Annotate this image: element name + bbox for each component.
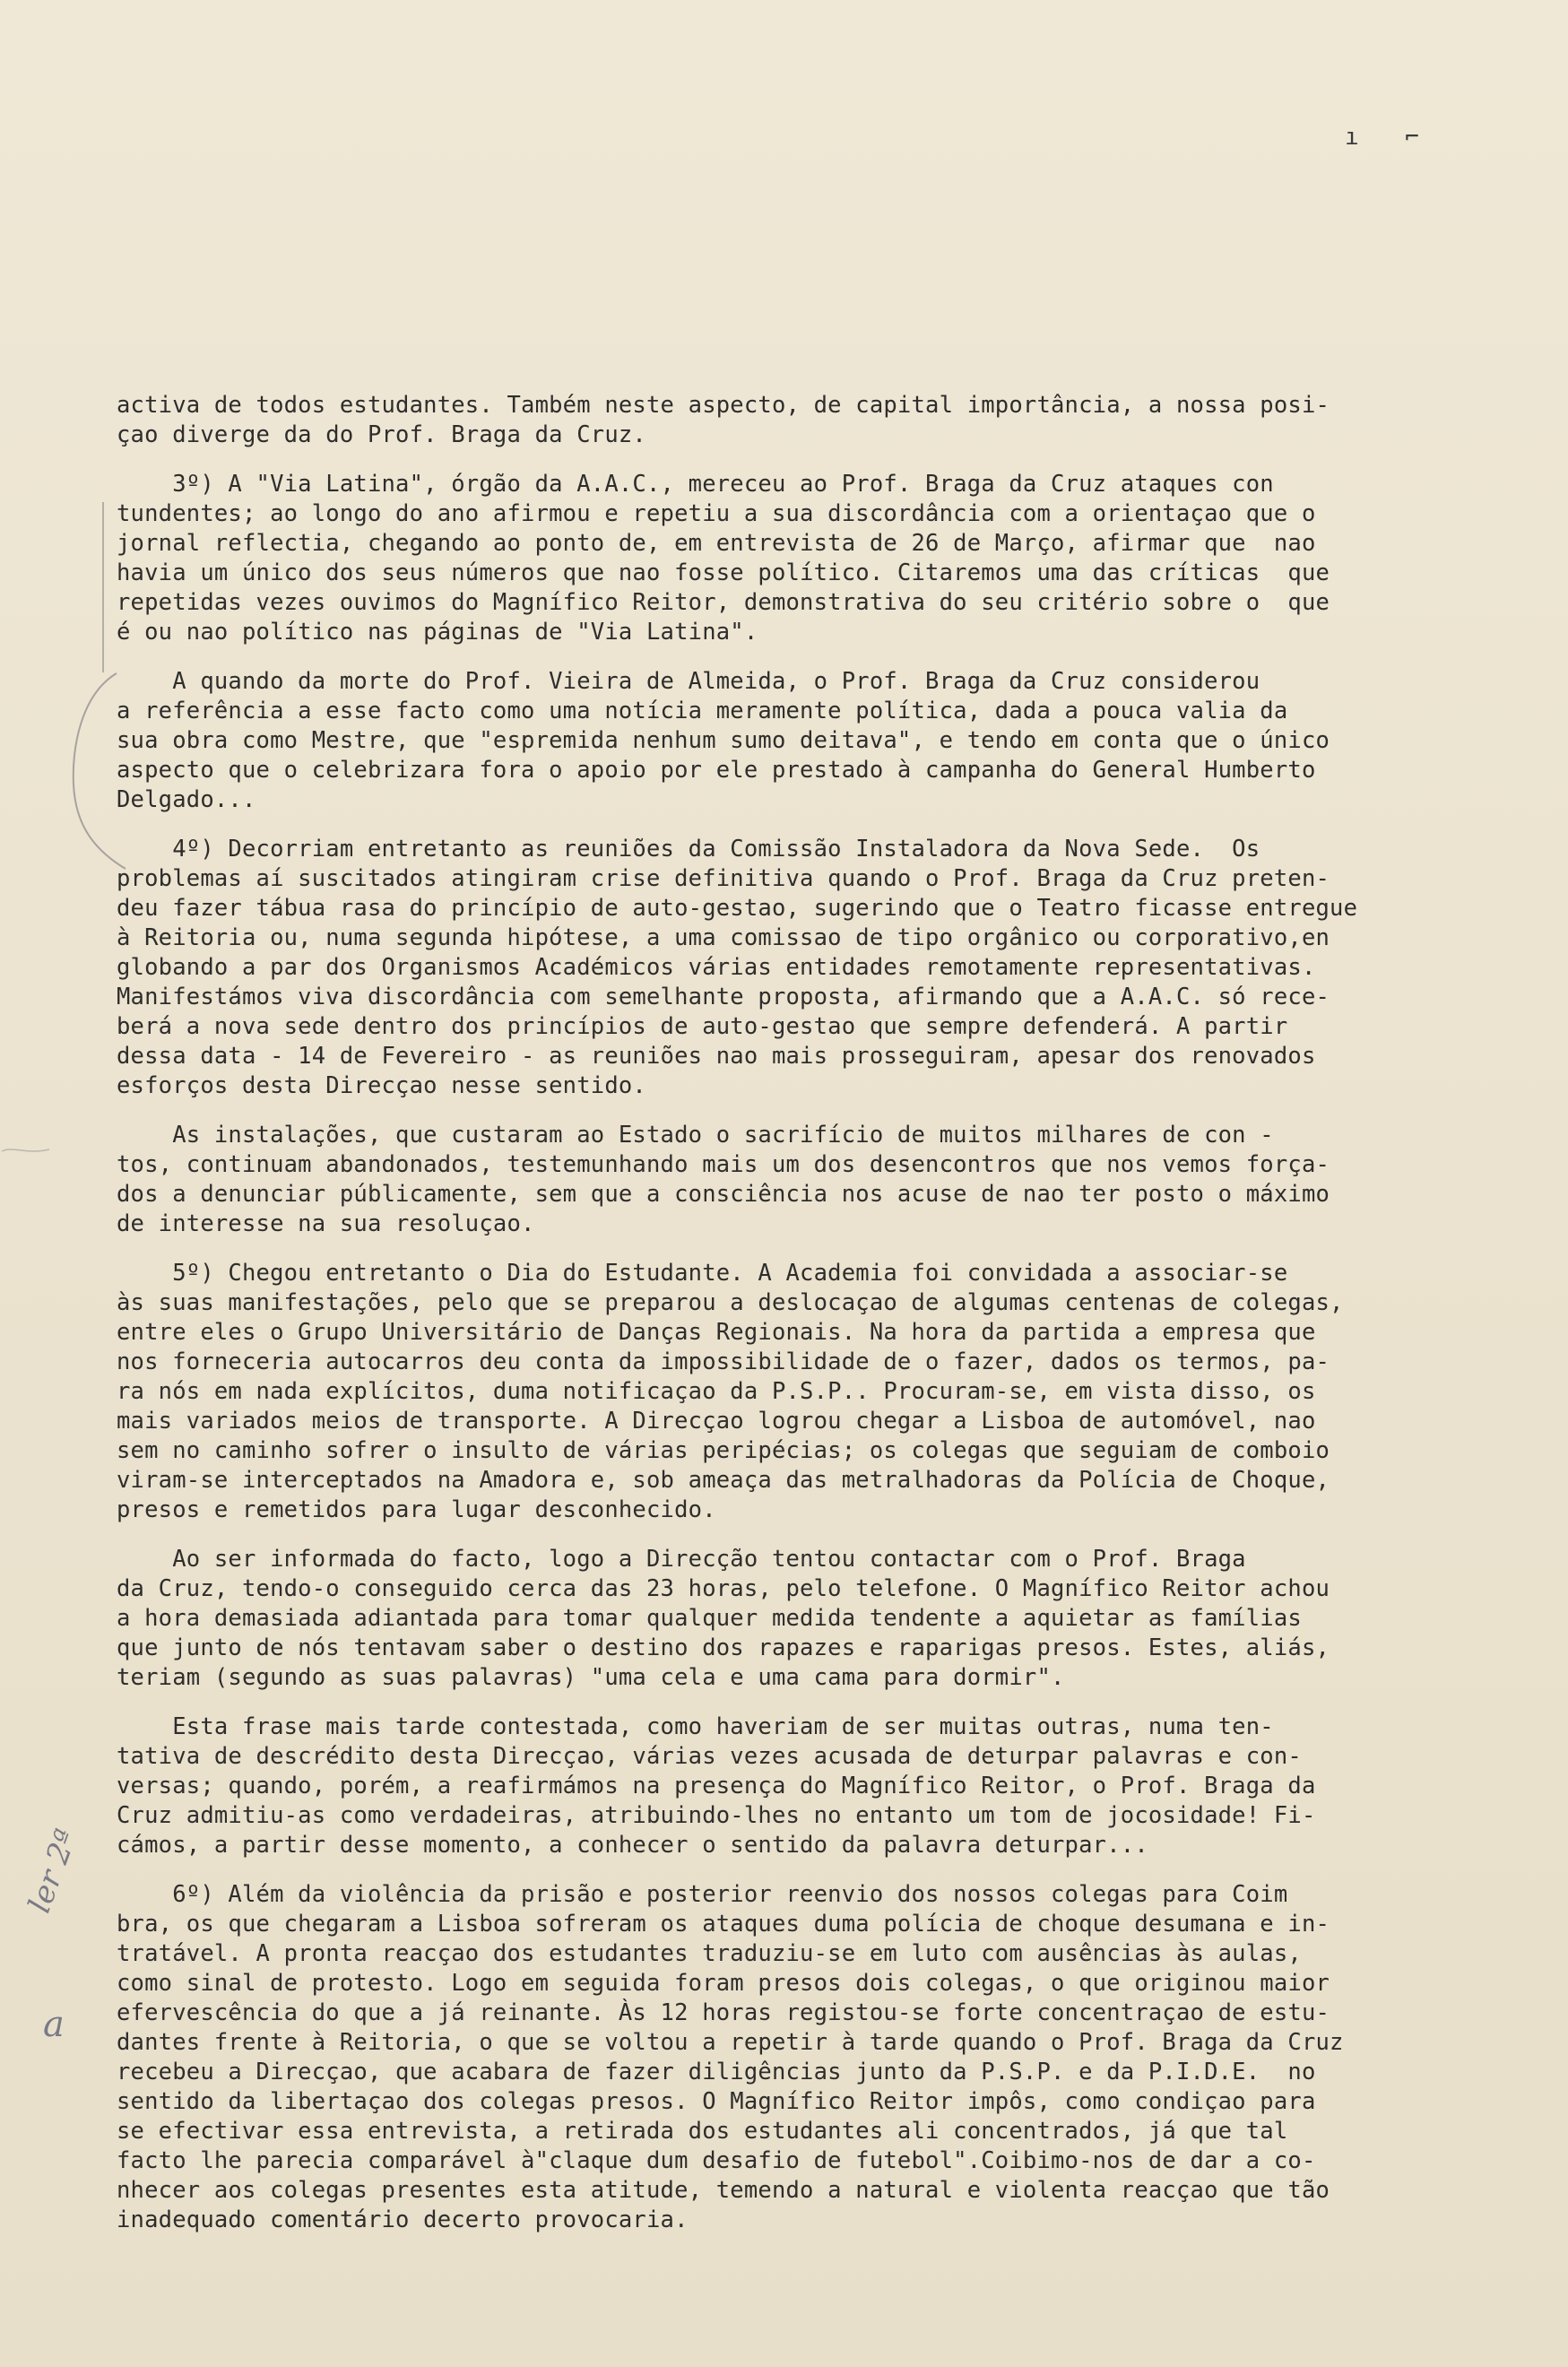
- text-line: 5º) Chegou entretanto o Dia do Estudante. A Academia foi convidada a associar-se: [117, 1260, 1288, 1287]
- text-line: Ao ser informada do facto, logo a Direcção tentou contactar com o Prof. Braga: [117, 1546, 1246, 1573]
- text-line: tratável. A pronta reacçao dos estudantes traduziu-se em luto com ausências às aulas,: [117, 1940, 1302, 1967]
- paragraph-3b: [117, 667, 1372, 815]
- text-line: tundentes; ao longo do ano afirmou e repetiu a sua discordância com a orientaçao que o: [117, 500, 1316, 527]
- text-line: berá a nova sede dentro dos princípios de auto-gestao que sempre defenderá. A partir: [117, 1013, 1288, 1040]
- text-line: globando a par dos Organismos Académicos várias entidades remotamente representativas.: [117, 954, 1316, 981]
- text-line: nhecer aos colegas presentes esta atitude, temendo a natural e violenta reacçao que tão: [117, 2177, 1330, 2204]
- text-line: dos a denunciar públicamente, sem que a consciência nos acuse de nao ter posto o máximo: [117, 1181, 1330, 1208]
- text-line: A quando da morte do Prof. Vieira de Almeida, o Prof. Braga da Cruz considerou: [117, 668, 1260, 695]
- margin-pen-mark: [0, 1139, 54, 1166]
- text-line: aspecto que o celebrizara fora o apoio por ele prestado à campanha do General Humberto: [117, 757, 1316, 784]
- text-line: çao diverge da do Prof. Braga da Cruz.: [117, 421, 646, 448]
- text-line: As instalações, que custaram ao Estado o sacrifício de muitos milhares de con -: [117, 1122, 1274, 1149]
- text-line: deu fazer tábua rasa do princípio de auto-gestao, sugerindo que o Teatro ficasse entregue: [117, 895, 1358, 922]
- text-line: dessa data - 14 de Fevereiro - as reuniões nao mais prosseguiram, apesar dos renovados: [117, 1043, 1316, 1070]
- text-line: activa de todos estudantes. Também neste aspecto, de capital importância, a nossa posi-: [117, 392, 1330, 419]
- text-line: facto lhe parecia comparável à"claque dum desafio de futebol".Coibimo-nos de dar a co-: [117, 2147, 1316, 2174]
- text-line: viram-se interceptados na Amadora e, sob ameaça das metralhadoras da Polícia de Choque,: [117, 1467, 1330, 1494]
- text-line: tos, continuam abandonados, testemunhando mais um dos desencontros que nos vemos força-: [117, 1151, 1330, 1178]
- paragraph-4b: [117, 1121, 1372, 1239]
- text-line: 3º) A "Via Latina", órgão da A.A.C., mereceu ao Prof. Braga da Cruz ataques con: [117, 471, 1274, 498]
- text-line: cámos, a partir desse momento, a conhecer o sentido da palavra deturpar...: [117, 1832, 1148, 1859]
- text-line: sem no caminho sofrer o insulto de várias peripécias; os colegas que seguiam de comboio: [117, 1437, 1330, 1464]
- text-line: sentido da libertaçao dos colegas presos. O Magnífico Reitor impôs, como condiçao para: [117, 2088, 1316, 2115]
- text-line: efervescência do que a já reinante. Às 12 horas registou-se forte concentraçao de estu-: [117, 1999, 1330, 2026]
- text-line: inadequado comentário decerto provocaria.: [117, 2207, 689, 2233]
- paragraph-6: [117, 1880, 1372, 2235]
- paragraph-4: [117, 835, 1372, 1101]
- text-line: esforços desta Direcçao nesse sentido.: [117, 1072, 646, 1099]
- corner-mark: ı ⌐: [1345, 124, 1435, 151]
- text-line: jornal reflectia, chegando ao ponto de, em entrevista de 26 de Março, afirmar que nao: [117, 530, 1316, 557]
- text-line: sua obra como Mestre, que "espremida nenhum sumo deitava", e tendo em conta que o único: [117, 727, 1330, 754]
- paragraph-5c: [117, 1712, 1372, 1860]
- paragraph-5: [117, 1259, 1372, 1525]
- text-line: a referência a esse facto como uma notícia meramente política, dada a pouca valia da: [117, 698, 1288, 724]
- text-line: Cruz admitiu-as como verdadeiras, atribuindo-lhes no entanto um tom de jocosidade! Fi-: [117, 1802, 1316, 1829]
- text-line: Manifestámos viva discordância com semelhante proposta, afirmando que a A.A.C. só rece-: [117, 984, 1330, 1010]
- margin-note-1: ler 2ª: [22, 1824, 85, 1918]
- text-line: havia um único dos seus números que nao fosse político. Citaremos uma das críticas que: [117, 559, 1330, 586]
- text-line: como sinal de protesto. Logo em seguida foram presos dois colegas, o que originou maior: [117, 1970, 1330, 1997]
- text-line: Esta frase mais tarde contestada, como haveriam de ser muitas outras, numa ten-: [117, 1713, 1274, 1740]
- text-line: bra, os que chegaram a Lisboa sofreram os ataques duma polícia de choque desumana e in-: [117, 1911, 1330, 1938]
- paragraph-5b: [117, 1545, 1372, 1693]
- text-line: se efectivar essa entrevista, a retirada dos estudantes ali concentrados, já que tal: [117, 2118, 1288, 2145]
- text-line: é ou nao político nas páginas de "Via Latina".: [117, 619, 758, 646]
- text-line: às suas manifestações, pelo que se preparou a deslocaçao de algumas centenas de colegas,: [117, 1289, 1344, 1316]
- text-line: da Cruz, tendo-o conseguido cerca das 23 horas, pelo telefone. O Magnífico Reitor achou: [117, 1575, 1330, 1602]
- text-line: 6º) Além da violência da prisão e posterior reenvio dos nossos colegas para Coim: [117, 1881, 1288, 1908]
- text-line: versas; quando, porém, a reafirmámos na presença do Magnífico Reitor, o Prof. Braga da: [117, 1773, 1316, 1799]
- text-line: presos e remetidos para lugar desconhecido.: [117, 1496, 716, 1523]
- text-line: repetidas vezes ouvimos do Magnífico Reitor, demonstrativa do seu critério sobre o que: [117, 589, 1330, 616]
- text-line: mais variados meios de transporte. A Direcçao logrou chegar a Lisboa de automóvel, nao: [117, 1408, 1316, 1435]
- text-line: recebeu a Direcçao, que acabara de fazer diligências junto da P.S.P. e da P.I.D.E. no: [117, 2059, 1316, 2085]
- paragraph-intro: [117, 391, 1372, 450]
- text-line: Delgado...: [117, 786, 256, 813]
- text-line: dantes frente à Reitoria, o que se voltou a repetir à tarde quando o Prof. Braga da Cruz: [117, 2029, 1344, 2056]
- text-line: nos forneceria autocarros deu conta da impossibilidade de o fazer, dados os termos, pa-: [117, 1348, 1330, 1375]
- margin-note-2: a: [43, 2004, 65, 2045]
- text-line: ra nós em nada explícitos, duma notificaçao da P.S.P.. Procuram-se, em vista disso, os: [117, 1378, 1316, 1405]
- text-line: teriam (segundo as suas palavras) "uma cela e uma cama para dormir".: [117, 1664, 1065, 1691]
- text-line: 4º) Decorriam entretanto as reuniões da Comissão Instaladora da Nova Sede. Os: [117, 836, 1260, 863]
- body-text: [117, 391, 1372, 2255]
- text-line: a hora demasiada adiantada para tomar qualquer medida tendente a aquietar as famílias: [117, 1605, 1302, 1632]
- text-line: à Reitoria ou, numa segunda hipótese, a uma comissao de tipo orgânico ou corporativo,en: [117, 924, 1330, 951]
- text-line: que junto de nós tentavam saber o destino dos rapazes e raparigas presos. Estes, aliás,: [117, 1634, 1330, 1661]
- paragraph-3: [117, 470, 1372, 647]
- text-line: de interesse na sua resoluçao.: [117, 1210, 535, 1237]
- text-line: entre eles o Grupo Universitário de Danças Regionais. Na hora da partida a empresa que: [117, 1319, 1316, 1346]
- text-line: tativa de descrédito desta Direcçao, várias vezes acusada de deturpar palavras e con-: [117, 1743, 1302, 1770]
- text-line: problemas aí suscitados atingiram crise definitiva quando o Prof. Braga da Cruz preten-: [117, 865, 1330, 892]
- margin-bracket: [102, 502, 104, 672]
